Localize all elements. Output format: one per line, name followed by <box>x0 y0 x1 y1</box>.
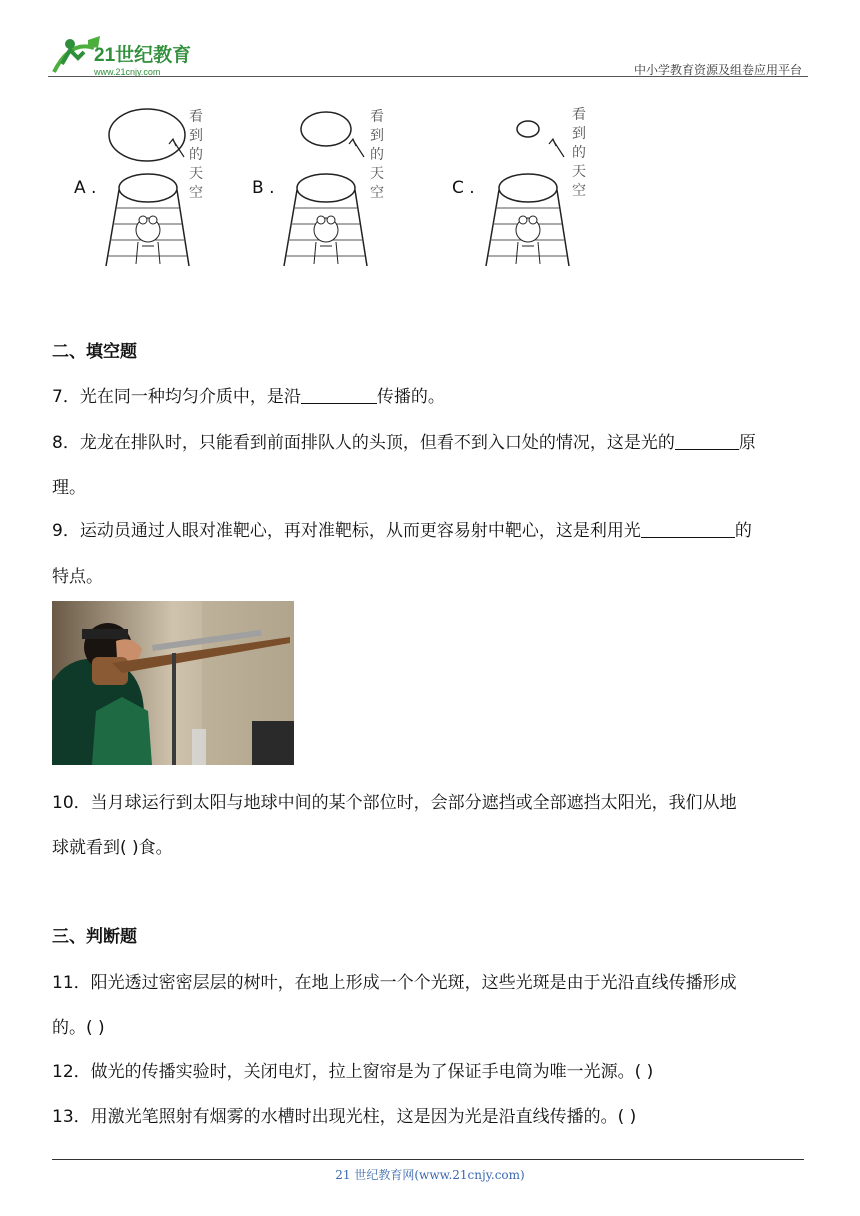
header-divider <box>48 76 808 77</box>
option-b-figure <box>252 100 432 275</box>
q9-blank[interactable] <box>641 520 735 538</box>
footer-divider <box>52 1159 804 1160</box>
q7-text-after: 传播的。 <box>376 387 445 407</box>
q8-blank[interactable] <box>675 432 739 450</box>
q8-text-after: 原 <box>738 433 756 453</box>
platform-name: 中小学教育资源及组卷应用平台 <box>633 63 802 77</box>
q9-text-before: 9．运动员通过人眼对准靶心，再对准靶标，从而更容易射中靶心，这是利用光 <box>52 521 641 541</box>
site-logo <box>48 34 228 78</box>
question-12: 12．做光的传播实验时，关闭电灯，拉上窗帘是为了保证手电筒为唯一光源。( ) <box>52 1062 654 1082</box>
footer-text: 21 世纪教育网(www.21cnjy.com) <box>335 1168 525 1182</box>
question-10-line1: 10．当月球运行到太阳与地球中间的某个部位时，会部分遮挡或全部遮挡太阳光，我们从地 <box>52 793 737 813</box>
question-8-line2: 理。 <box>52 478 86 498</box>
option-b-sky-text: 看到的天空 <box>370 109 384 201</box>
question-10-line2: 球就看到( )食。 <box>52 838 173 858</box>
option-c-sky-text: 看到的天空 <box>572 107 586 199</box>
option-a-label: A . <box>74 178 97 198</box>
question-9-line2: 特点。 <box>52 567 103 587</box>
shooting-athlete-photo <box>52 601 294 765</box>
question-11-line1: 11．阳光透过密密层层的树叶，在地上形成一个个光斑，这些光斑是由于光沿直线传播形成 <box>52 973 737 993</box>
q7-blank[interactable] <box>301 386 377 404</box>
question-13: 13．用激光笔照射有烟雾的水槽时出现光柱，这是因为光是沿直线传播的。( ) <box>52 1107 637 1127</box>
option-a-figure <box>72 100 252 275</box>
option-c-label: C . <box>452 178 475 198</box>
section-true-false-title: 三、判断题 <box>52 927 137 947</box>
q7-text-before: 7．光在同一种均匀介质中，是沿 <box>52 387 301 407</box>
question-9 <box>52 516 812 541</box>
question-7 <box>52 382 812 407</box>
page-header <box>48 30 808 78</box>
q9-text-after: 的 <box>734 521 752 541</box>
option-c-figure <box>452 100 632 275</box>
q8-text-before: 8．龙龙在排队时，只能看到前面排队人的头顶，但看不到入口处的情况，这是光的 <box>52 433 675 453</box>
option-b-label: B . <box>252 178 275 198</box>
question-8 <box>52 428 812 453</box>
svg-text:21世纪教育: 21世纪教育 <box>94 45 192 66</box>
option-a-sky-text: 看到的天空 <box>189 109 203 201</box>
question-11-line2: 的。( ) <box>52 1018 105 1038</box>
section-fill-blank-title: 二、填空题 <box>52 342 137 362</box>
svg-text:www.21cnjy.com: www.21cnjy.com <box>94 67 161 77</box>
